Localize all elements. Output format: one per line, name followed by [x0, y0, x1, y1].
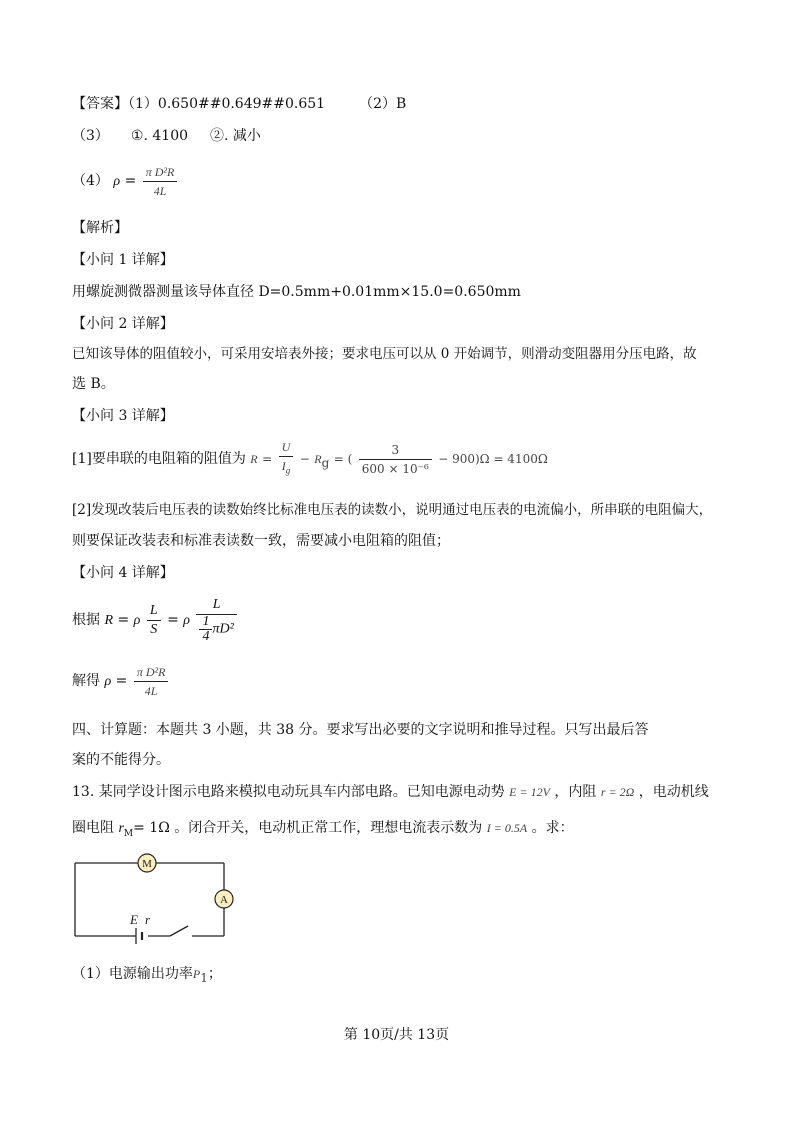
formula-U: U: [279, 438, 294, 457]
emf-label: E: [130, 912, 138, 927]
answer-line-3: [72, 126, 261, 146]
formula-rho-fraction-2: [134, 663, 169, 700]
problem13-text-a: 13. 某同学设计图示电路来模拟电动玩具车内部电路。已知电源电动势: [72, 784, 505, 800]
answer-label: 【答案】: [72, 96, 128, 112]
problem13-rm-val: = 1Ω: [133, 820, 170, 836]
problem13-line2: [72, 818, 574, 844]
formula-eq-paren: = (: [333, 452, 353, 466]
subq2-line1: 已知该导体的阻值较小，可采用安培表外接；要求电压可以从 0 开始调节，则滑动变阻器用分压电路，故: [72, 346, 697, 362]
answer-q3-prefix: （3）: [72, 128, 109, 144]
formula-eq: =: [124, 173, 137, 189]
analysis-label: 【解析】: [72, 220, 128, 236]
subq4-heading: 【小问 4 详解】: [72, 565, 174, 581]
formula-rho-3: ρ: [183, 613, 191, 628]
ammeter-label: A: [220, 894, 228, 906]
formula-4: 4: [202, 629, 210, 644]
formula-eq-4: =: [167, 612, 179, 628]
formula-eq-2: =: [262, 452, 273, 466]
formula-eq-3: =: [117, 612, 130, 628]
formula-num-2: π D²R: [134, 663, 169, 682]
problem13-q1-symbol: P: [192, 967, 201, 981]
formula-Ig-sub: g: [285, 465, 291, 476]
formula-3-over-600: [359, 441, 432, 478]
formula-L-over-S: [147, 602, 161, 639]
formula-pi-d2: πD²: [212, 621, 234, 637]
subq3-line1-prefix: [1]要串联的电阻箱的阻值为: [72, 451, 246, 467]
formula-eq-5: =: [115, 673, 128, 689]
formula-Rg-sub: g: [321, 455, 330, 470]
formula-den-2: 4L: [144, 683, 158, 698]
answer-q3-b: ②. 减小: [210, 128, 261, 144]
subq3-line3: 则要保证改装表和标准表读数一致，需要减小电阻箱的阻值；: [72, 533, 450, 549]
formula-den: 4L: [153, 183, 167, 198]
subq4-line1: [72, 592, 239, 649]
page-footer: 第 10页/共 13页: [343, 1027, 450, 1043]
problem13-q1: [72, 964, 222, 988]
subq4-prefix: 根据: [72, 612, 100, 628]
formula-3: 3: [359, 441, 432, 460]
answer-line-4: [72, 162, 179, 201]
switch-lever: [170, 926, 188, 936]
formula-Ig: I: [281, 459, 286, 474]
section4-line1: 四、计算题：本题共 3 小题，共 38 分。要求写出必要的文字说明和推导过程。只写出最后答: [72, 722, 649, 738]
problem13-rm-sub: M: [123, 828, 134, 839]
formula-quarter: [199, 615, 212, 644]
formula-num: π D²R: [143, 163, 178, 182]
problem13-rm: r: [118, 821, 124, 836]
circuit-diagram: [66, 850, 246, 950]
problem13-text-e: 。闭合开关，电动机正常工作，理想电流表示数为: [174, 820, 483, 836]
motor-label: M: [142, 858, 152, 870]
answer-q3-a: ①. 4100: [130, 128, 189, 144]
subq4-solve-prefix: 解得: [72, 673, 100, 689]
answer-line-1: [72, 94, 406, 114]
formula-1: 1: [199, 615, 212, 630]
answer-q4-prefix: （4）: [72, 173, 109, 189]
problem13-q1-end: ；: [207, 966, 222, 982]
formula-R-2: R: [104, 613, 114, 628]
formula-S: S: [150, 621, 158, 637]
answer-q1: （1）0.650##0.649##0.651: [128, 96, 326, 112]
problem13-q1-text: （1）电源输出功率: [72, 966, 193, 982]
subq2-line2: 选 B。: [72, 376, 115, 392]
subq3-heading: 【小问 3 详解】: [72, 408, 174, 424]
formula-L-over-area: [196, 596, 236, 644]
formula-minus: −: [299, 452, 310, 466]
subq1-heading: 【小问 1 详解】: [72, 252, 174, 268]
problem13-current: I = 0.5A: [486, 821, 528, 835]
problem13-emf: E = 12V: [509, 785, 550, 799]
problem13-r-internal: r = 2Ω: [600, 785, 635, 799]
problem13-q1-sub: 1: [200, 970, 208, 985]
formula-tail: − 900)Ω = 4100Ω: [438, 452, 548, 466]
subq3-line2: [2]发现改装后电压表的读数始终比标准电压表的读数小，说明通过电压表的电流偏小，所串联的电阻偏大，: [72, 502, 713, 518]
subq4-line2: [72, 662, 170, 701]
formula-L-2: L: [196, 596, 236, 615]
subq1-text: 用螺旋测微器测量该导体直径 D=0.5mm+0.01mm×15.0=0.650mm: [72, 284, 521, 300]
problem13-text-c: ，电动机线: [638, 784, 709, 800]
formula-rho-2: ρ: [133, 613, 141, 628]
formula-rho: ρ: [113, 174, 121, 189]
formula-L: L: [147, 602, 161, 621]
formula-Rg: R: [314, 452, 322, 466]
problem13-text-f: 。求：: [531, 820, 574, 836]
problem13-text-d: 圈电阻: [72, 820, 114, 836]
answer-q2: （2）B: [359, 96, 407, 112]
formula-rho-4: ρ: [104, 674, 112, 689]
internal-resistance-label: r: [145, 912, 151, 927]
subq2-heading: 【小问 2 详解】: [72, 316, 174, 332]
problem13-line1: [72, 782, 709, 802]
subq3-line1: [72, 438, 548, 484]
formula-600: 600 × 10⁻⁶: [361, 461, 429, 476]
problem13-text-b: ，内阻: [554, 784, 597, 800]
section4-line2: 案的不能得分。: [72, 752, 170, 768]
formula-U-over-Ig: [279, 438, 294, 479]
formula-rho-fraction: [143, 163, 178, 200]
formula-R: R: [250, 452, 258, 466]
